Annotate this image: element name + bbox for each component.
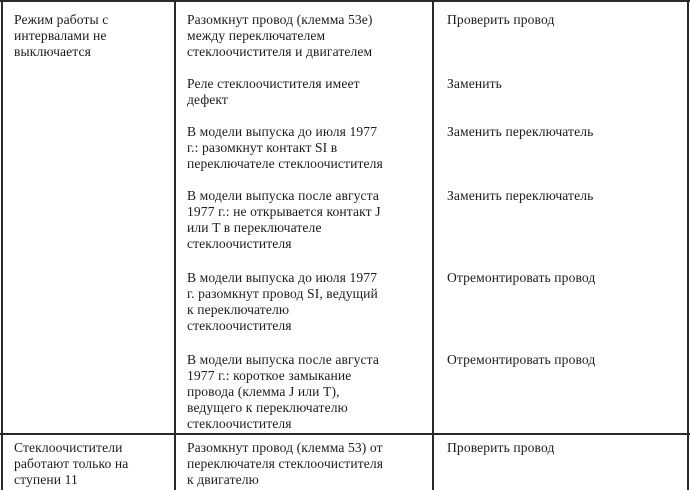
remedy-cell: Заменить переключатель (447, 124, 594, 139)
table-row-divider (0, 433, 690, 435)
table-column-divider-1 (174, 0, 176, 490)
table-border-left (1, 0, 3, 490)
cause-cell: Разомкнут провод (клемма 53е) между переключателем стеклоочистителя и двигателем (187, 12, 373, 59)
remedy-cell: Проверить провод (447, 12, 555, 27)
symptom-cell: Стеклоочистители работают только на ступени 11 (14, 440, 129, 487)
symptom-cell: Режим работы с интервалами не выключается (14, 12, 109, 59)
cause-cell: В модели выпуска до июля 1977 г.: разомкнут контакт SI в переключателе стеклоочистителя (187, 124, 383, 171)
table-border-right (687, 0, 689, 490)
remedy-cell: Отремонтировать провод (447, 352, 596, 367)
remedy-cell: Заменить переключатель (447, 188, 594, 203)
table-column-divider-2 (432, 0, 434, 490)
cause-cell: В модели выпуска после августа 1977 г.: не открывается контакт J или T в переключателе стеклоочистителя (187, 188, 381, 251)
remedy-cell: Заменить (447, 76, 502, 91)
remedy-cell: Отремонтировать провод (447, 270, 596, 285)
cause-cell: Разомкнут провод (клемма 53) от переключателя стеклоочистителя к двигателю (187, 440, 384, 487)
remedy-cell: Проверить провод (447, 440, 555, 455)
table-border-top (0, 0, 690, 2)
cause-cell: Реле стеклоочистителя имеет дефект (187, 76, 360, 107)
cause-cell: В модели выпуска до июля 1977 г. разомкнут провод SI, ведущий к переключателю стеклоочистителя (187, 270, 378, 333)
cause-cell: В модели выпуска после августа 1977 г.: короткое замыкание провода (клемма J или T), ведущего к переключателю стеклоочистителя (187, 352, 380, 431)
